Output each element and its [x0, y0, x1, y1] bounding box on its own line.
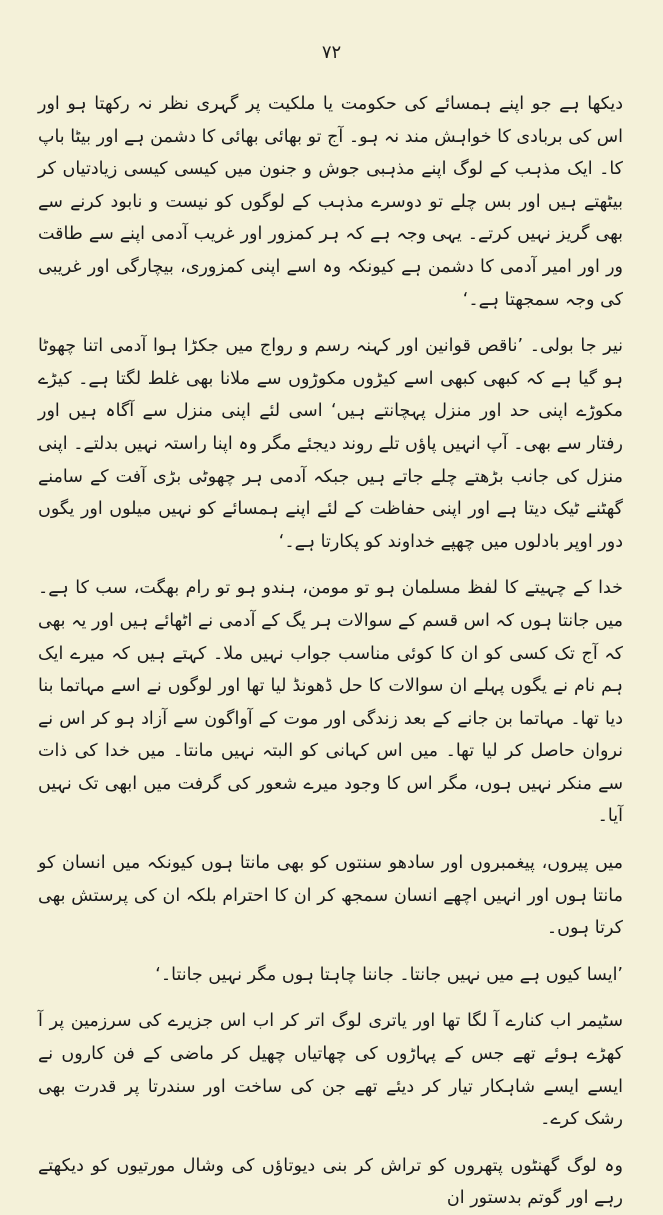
- paragraph-1: دیکھا ہے جو اپنے ہمسائے کی حکومت یا ملکیت پر گہری نظر نہ رکھتا ہو اور اس کی بربادی کا خواہش مند نہ ہو۔ آج تو بھائی بھائی کا دشمن ہے اور بیٹا باپ کا۔ ایک مذہب کے لوگ اپنے مذہبی جوش و جنون میں کیسی کیسی زیادتیاں کر بیٹھتے ہیں اور بس چلے تو دوسرے مذہب کے لوگوں کو نیست و نابود کرنے سے بھی گریز نہیں کرتے۔ یہی وجہ ہے کہ ہر کمزور اور غریب آدمی اپنے سے طاقت ور اور امیر آدمی کا دشمن ہے کیونکہ وہ اسے اپنی کمزوری، بیچارگی اور غریبی کی وجہ سمجھتا ہے۔‘: [38, 94, 623, 310]
- paragraph-3: خدا کے چہیتے کا لفظ مسلمان ہو تو مومن، ہندو ہو تو رام بھگت، سب کا ہے۔ میں جانتا ہوں کہ اس قسم کے سوالات ہر یگ کے آدمی نے اٹھائے ہیں اور یہ بھی کہ آج تک کسی کو ان کا کوئی مناسب جواب نہیں ملا۔ کہتے ہیں کہ میرے ایک ہم نام نے یگوں پہلے ان سوالات کا حل ڈھونڈ لیا تھا اور لوگوں نے اسے مہاتما بنا دیا تھا۔ مہاتما بن جانے کے بعد زندگی اور موت کے آواگون سے آزاد ہو کر اس نے نروان حاصل کر لیا تھا۔ میں اس کہانی کو البتہ نہیں مانتا۔ میں خدا کی ذات سے منکر نہیں ہوں، مگر اس کا وجود میرے شعور کی گرفت میں ابھی تک نہیں آیا۔: [38, 578, 623, 827]
- page-number: ۷۲: [321, 42, 342, 63]
- paragraph-4: میں پیروں، پیغمبروں اور سادھو سنتوں کو بھی مانتا ہوں کیونکہ میں انسان کو مانتا ہوں اور انہیں اچھے انسان سمجھ کر ان کا احترام بلکہ ان کی پرستش بھی کرتا ہوں۔: [38, 853, 623, 939]
- paragraph-2: نیر جا بولی۔ ’ناقص قوانین اور کہنہ رسم و رواج میں جکڑا ہوا آدمی اتنا چھوٹا ہو گیا ہے کہ کبھی کبھی اسے کیڑوں مکوڑوں سے ملانا بھی غلط لگتا ہے۔ کیڑے مکوڑے اپنی حد اور منزل پہچانتے ہیں‘ اسی لئے اپنی منزل سے آگاہ ہیں اور رفتار سے بھی۔ آپ انہیں پاؤں تلے روند دیجئے مگر وہ اپنا راستہ نہیں بدلتے۔ اپنی منزل کی جانب بڑھتے چلے جاتے ہیں جبکہ آدمی ہر چھوٹی بڑی آفت کے سامنے گھٹنے ٹیک دیتا ہے اور اپنی حفاظت کے لئے اپنے ہمسائے کو نہیں میلوں اور یگوں دور اوپر بادلوں میں چھپے خداوند کو پکارتا ہے۔‘: [38, 336, 623, 552]
- paragraph-5: ’ایسا کیوں ہے میں نہیں جانتا۔ جاننا چاہتا ہوں مگر نہیں جانتا۔‘: [155, 964, 623, 985]
- paragraph-6: سٹیمر اب کنارے آ لگا تھا اور یاتری لوگ اتر کر اب اس جزیرے کی سرزمین پر آ کھڑے ہوئے تھے جس کے پہاڑوں کی چھاتیاں چھیل کر ماضی کے فن کاروں نے ایسے ایسے شاہکار تیار کر دیئے تھے جن کی ساخت اور سندرتا پر قدرت بھی رشک کرے۔: [38, 1011, 623, 1130]
- page-body: [38, 88, 623, 1215]
- paragraph-7: وہ لوگ گھنٹوں پتھروں کو تراش کر بنی دیوتاؤں کی وشال مورتیوں کو دیکھتے رہے اور گوتم بدستور ان: [38, 1155, 623, 1209]
